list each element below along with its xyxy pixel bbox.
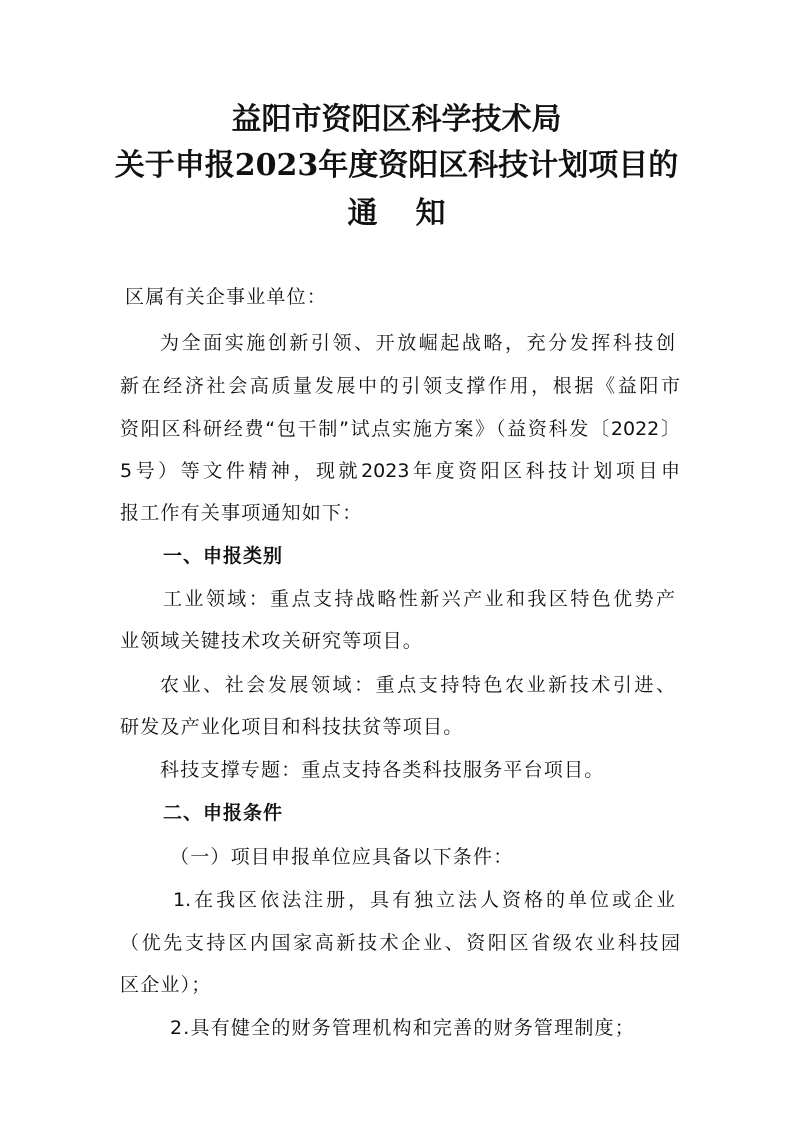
title-issuer: 益阳市资阳区科学技术局	[231, 102, 562, 137]
intro-line-3: 资阳区科研经费“包干制”试点实施方案》（益资科发〔2022〕	[120, 418, 680, 440]
title-subject: 关于申报2023年度资阳区科技计划项目的	[114, 148, 679, 183]
agri-line-1: 农业、社会发展领域：重点支持特色农业新技术引进、	[160, 674, 675, 696]
salutation: 区属有关企事业单位：	[125, 286, 328, 308]
intro-line-2: 新在经济社会高质量发展中的引领支撑作用，根据《益阳市	[120, 375, 680, 397]
section-heading-conditions: 二、申报条件	[163, 802, 284, 824]
condition2-line: 2.具有健全的财务管理机构和完善的财务管理制度；	[170, 1017, 635, 1039]
industry-line-1: 工业领域：重点支持战略性新兴产业和我区特色优势产	[163, 588, 675, 610]
condition-intro: （一）项目申报单位应具备以下条件：	[170, 846, 514, 868]
condition1-line-1: 1.在我区依法注册，具有独立法人资格的单位或企业	[173, 889, 675, 911]
condition1-line-2: （优先支持区内国家高新技术企业、资阳区省级农业科技园	[120, 932, 680, 954]
support-line: 科技支撑专题：重点支持各类科技服务平台项目。	[160, 759, 605, 781]
agri-line-2: 研发及产业化项目和科技扶贫等项目。	[120, 716, 464, 738]
intro-line-5: 报工作有关事项通知如下：	[120, 502, 363, 524]
title-notice: 通知	[347, 196, 484, 231]
intro-line-4: 5号）等文件精神，现就2023年度资阳区科技计划项目申	[120, 460, 680, 482]
condition1-line-3: 区企业）；	[120, 974, 212, 996]
section-heading-categories: 一、申报类别	[163, 545, 284, 567]
intro-line-1: 为全面实施创新引领、开放崛起战略，充分发挥科技创	[160, 332, 675, 354]
industry-line-2: 业领域关键技术攻关研究等项目。	[120, 630, 424, 652]
